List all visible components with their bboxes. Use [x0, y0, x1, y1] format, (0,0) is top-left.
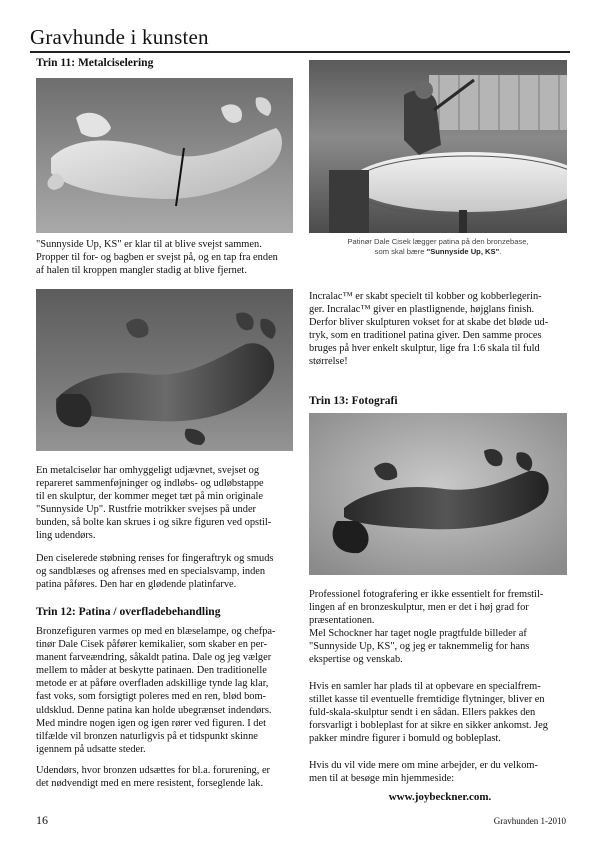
- photo-professional: [309, 413, 567, 575]
- photo-unwelded-sculpture: [36, 78, 293, 233]
- caption-line-1: Patinør Dale Cisek lægger patina på den bronzebase,: [347, 237, 529, 246]
- page-title: Gravhunde i kunsten: [30, 25, 209, 49]
- header-rule: [30, 51, 570, 53]
- photo-caption: [309, 237, 567, 257]
- paragraph-shipping: Hvis en samler har plads til at opbevare en specialfrem- stillet kasse til eventuelle fremtidige flytninger, bliver en fuld-skala-skulptur sendt i en sådan. Ellers pakkes den forsvarligt i bobleplast for at sikre en sikker ankomst. Jeg pakker mindre figurer i bomuld og bobleplast.: [309, 681, 548, 745]
- trin11-heading: Trin 11: Metalciselering: [36, 57, 154, 69]
- photo-chased-bronze: [36, 289, 293, 451]
- paragraph-incralac: Incralac™ er skabt specielt til kobber og kobberlegerin- ger. Incralac™ giver en plastlignende, højglans finish. Derfor bliver skulpturen vokset for at skabe det bløde ud- tryk, som en traditionel patina giver. Den samme proces bruges på hver enkelt skulptur, lige fra 1:6 skala til fuld størrelse!: [309, 291, 549, 368]
- paragraph-outdoor: Udendørs, hvor bronzen udsættes for bl.a. forurening, er det nødvendigt med en mere resistent, forseglende lak.: [36, 765, 271, 790]
- website-link[interactable]: www.joybeckner.com.: [388, 791, 492, 803]
- caption-line-2: som skal bære "Sunnyside Up, KS".: [374, 247, 502, 256]
- paragraph-photography: Professionel fotografering er ikke essentielt for fremstil- lingen af en bronzeskulptur, men er det i høj grad for præsentationen. Mel Schockner har taget nogle pragtfulde billeder af "Sunnyside Up, KS", og jeg er taknemmelig for hans ekspertise og venskab.: [309, 589, 544, 666]
- paragraph-website: Hvis du vil vide mere om mine arbejder, er du velkom- men til at besøge min hjemmeside:: [309, 760, 538, 785]
- paragraph-patina: Bronzefiguren varmes op med en blæselampe, og chefpa- tinør Dale Cisek påfører kemikalier, som skaber en per- manent farveændring, såkaldt patina. Dale og jeg vælger mellem to måder at beskytte patinaen. Den traditionelle metode er at påføre overfladen adskillige tynde lag klar, fast voks, som forsigtigt poleres med en ren, blød bom- uldsklud. Denne patina kan holde ubegrænset indendørs. Med mindre nogen igen og igen rører ved figuren. I det tilfælde vil bronzen naturligvis på et tidspunkt skinne igennem på udsatte steder.: [36, 626, 276, 755]
- trin12-heading: Trin 12: Patina / overfladebehandling: [36, 606, 221, 618]
- paragraph-metal-chaser: En metalciselør har omhyggeligt udjævnet, svejset og repareret sammenføjninger og indløbs- og udløbstappe til en skulptur, der kommer meget tæt på min originale "Sunnyside Up". Rustfrie motrikker svejses på under bunden, så bolte kan skrues i og sikre figuren ved opstil- ling udendørs.: [36, 465, 272, 542]
- paragraph-cleaning: Den ciselerede støbning renses for fingeraftryk og smuds og sandblæses og afrenses med en specialsvamp, inden patina påføres. Den har en glødende platinfarve.: [36, 553, 274, 591]
- paragraph-welding: "Sunnyside Up, KS" er klar til at blive svejst sammen. Propper til for- og bagben er svejst på, og en tap fra enden af halen til kroppen mangler stadig at blive fjernet.: [36, 239, 278, 277]
- trin13-heading: Trin 13: Fotografi: [309, 395, 398, 407]
- page-number: 16: [36, 813, 48, 827]
- issue-label: Gravhunden 1-2010: [493, 816, 566, 826]
- photo-patina-workshop: [309, 60, 567, 233]
